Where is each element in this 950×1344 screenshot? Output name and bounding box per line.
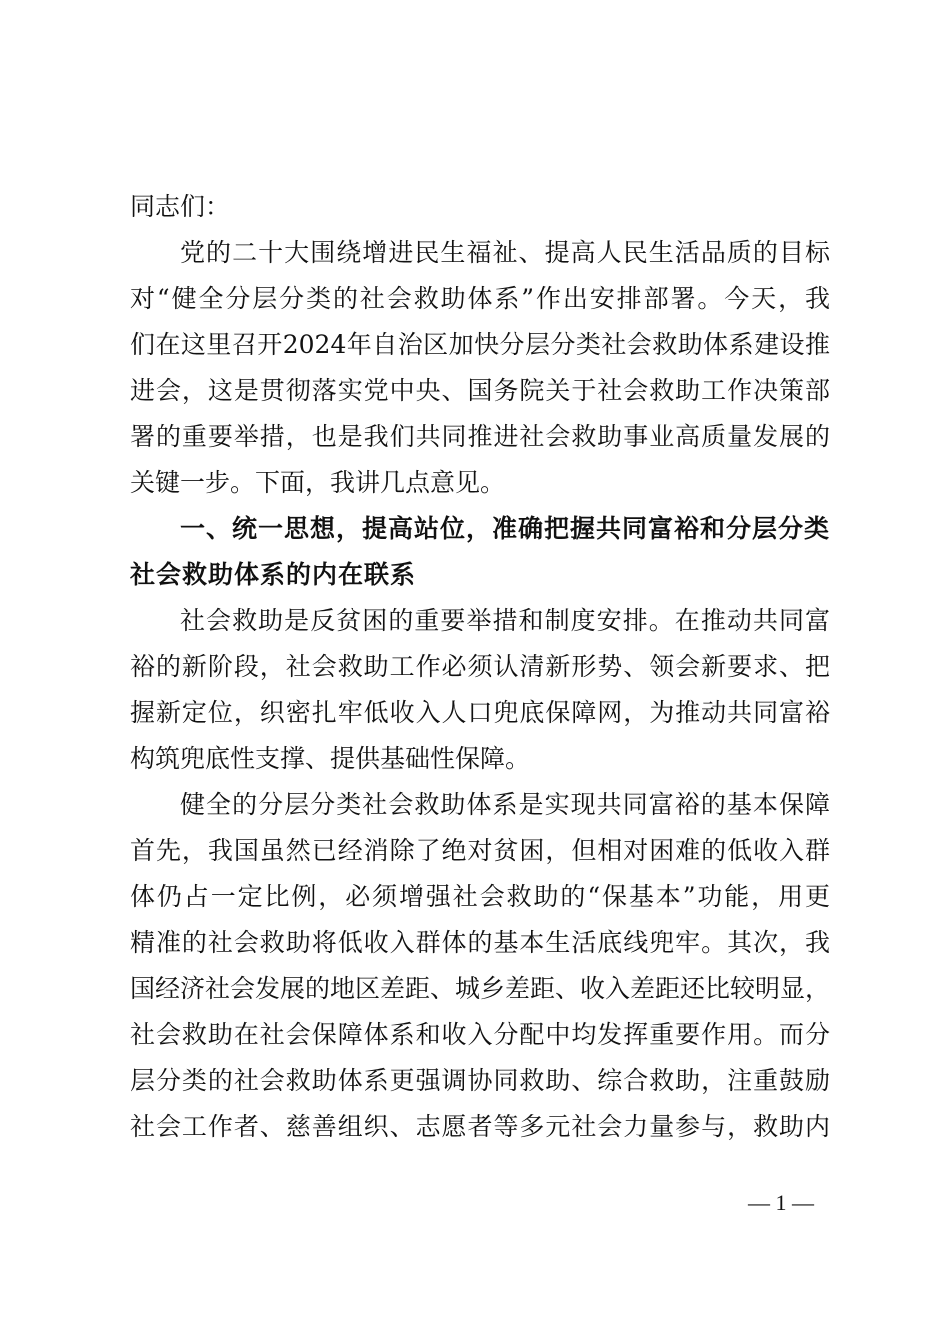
- page-number: — 1 —: [748, 1190, 814, 1215]
- text-line: 构筑兜底性支撑、提供基础性保障。: [130, 744, 531, 773]
- text-line: 署的重要举措，也是我们共同推进社会救助事业高质量发展的: [130, 422, 830, 451]
- text-line: 关键一步。下面，我讲几点意见。: [130, 468, 506, 497]
- text-line: 对“健全分层分类的社会救助体系”作出安排部署。今天，我: [130, 284, 830, 313]
- text-line: 精准的社会救助将低收入群体的基本生活底线兜牢。其次，我: [130, 928, 830, 957]
- text-line: 社会工作者、慈善组织、志愿者等多元社会力量参与，救助内: [130, 1112, 830, 1141]
- text-line: 们在这里召开2024年自治区加快分层分类社会救助体系建设推: [130, 330, 830, 359]
- text-line: 社会救助是反贫困的重要举措和制度安排。在推动共同富: [180, 606, 830, 635]
- document-body: [130, 184, 830, 1150]
- paragraph-basic-guarantee: [130, 782, 830, 1150]
- text-line: 党的二十大围绕增进民生福祉、提高人民生活品质的目标: [180, 238, 830, 267]
- text-line: 社会救助在社会保障体系和收入分配中均发挥重要作用。而分: [130, 1020, 830, 1049]
- text-line: 裕的新阶段，社会救助工作必须认清新形势、领会新要求、把: [130, 652, 830, 681]
- text-line: 首先，我国虽然已经消除了绝对贫困，但相对困难的低收入群: [130, 836, 830, 865]
- salutation: 同志们：: [130, 192, 231, 221]
- paragraph-social-assistance: [130, 598, 830, 782]
- text-line: 国经济社会发展的地区差距、城乡差距、收入差距还比较明显，: [130, 974, 830, 1003]
- text-line: 层分类的社会救助体系更强调协同救助、综合救助，注重鼓励: [130, 1066, 830, 1095]
- text-line: 体仍占一定比例，必须增强社会救助的“保基本”功能，用更: [130, 882, 830, 911]
- section-heading: [130, 506, 830, 598]
- heading-line: 社会救助体系的内在联系: [130, 560, 417, 589]
- text-line: 健全的分层分类社会救助体系是实现共同富裕的基本保障: [180, 790, 830, 819]
- paragraph-intro: [130, 230, 830, 506]
- text-line: 进会，这是贯彻落实党中央、国务院关于社会救助工作决策部: [130, 376, 830, 405]
- text-line: 握新定位，织密扎牢低收入人口兜底保障网，为推动共同富裕: [130, 698, 830, 727]
- heading-line: 一、统一思想，提高站位，准确把握共同富裕和分层分类: [180, 514, 830, 543]
